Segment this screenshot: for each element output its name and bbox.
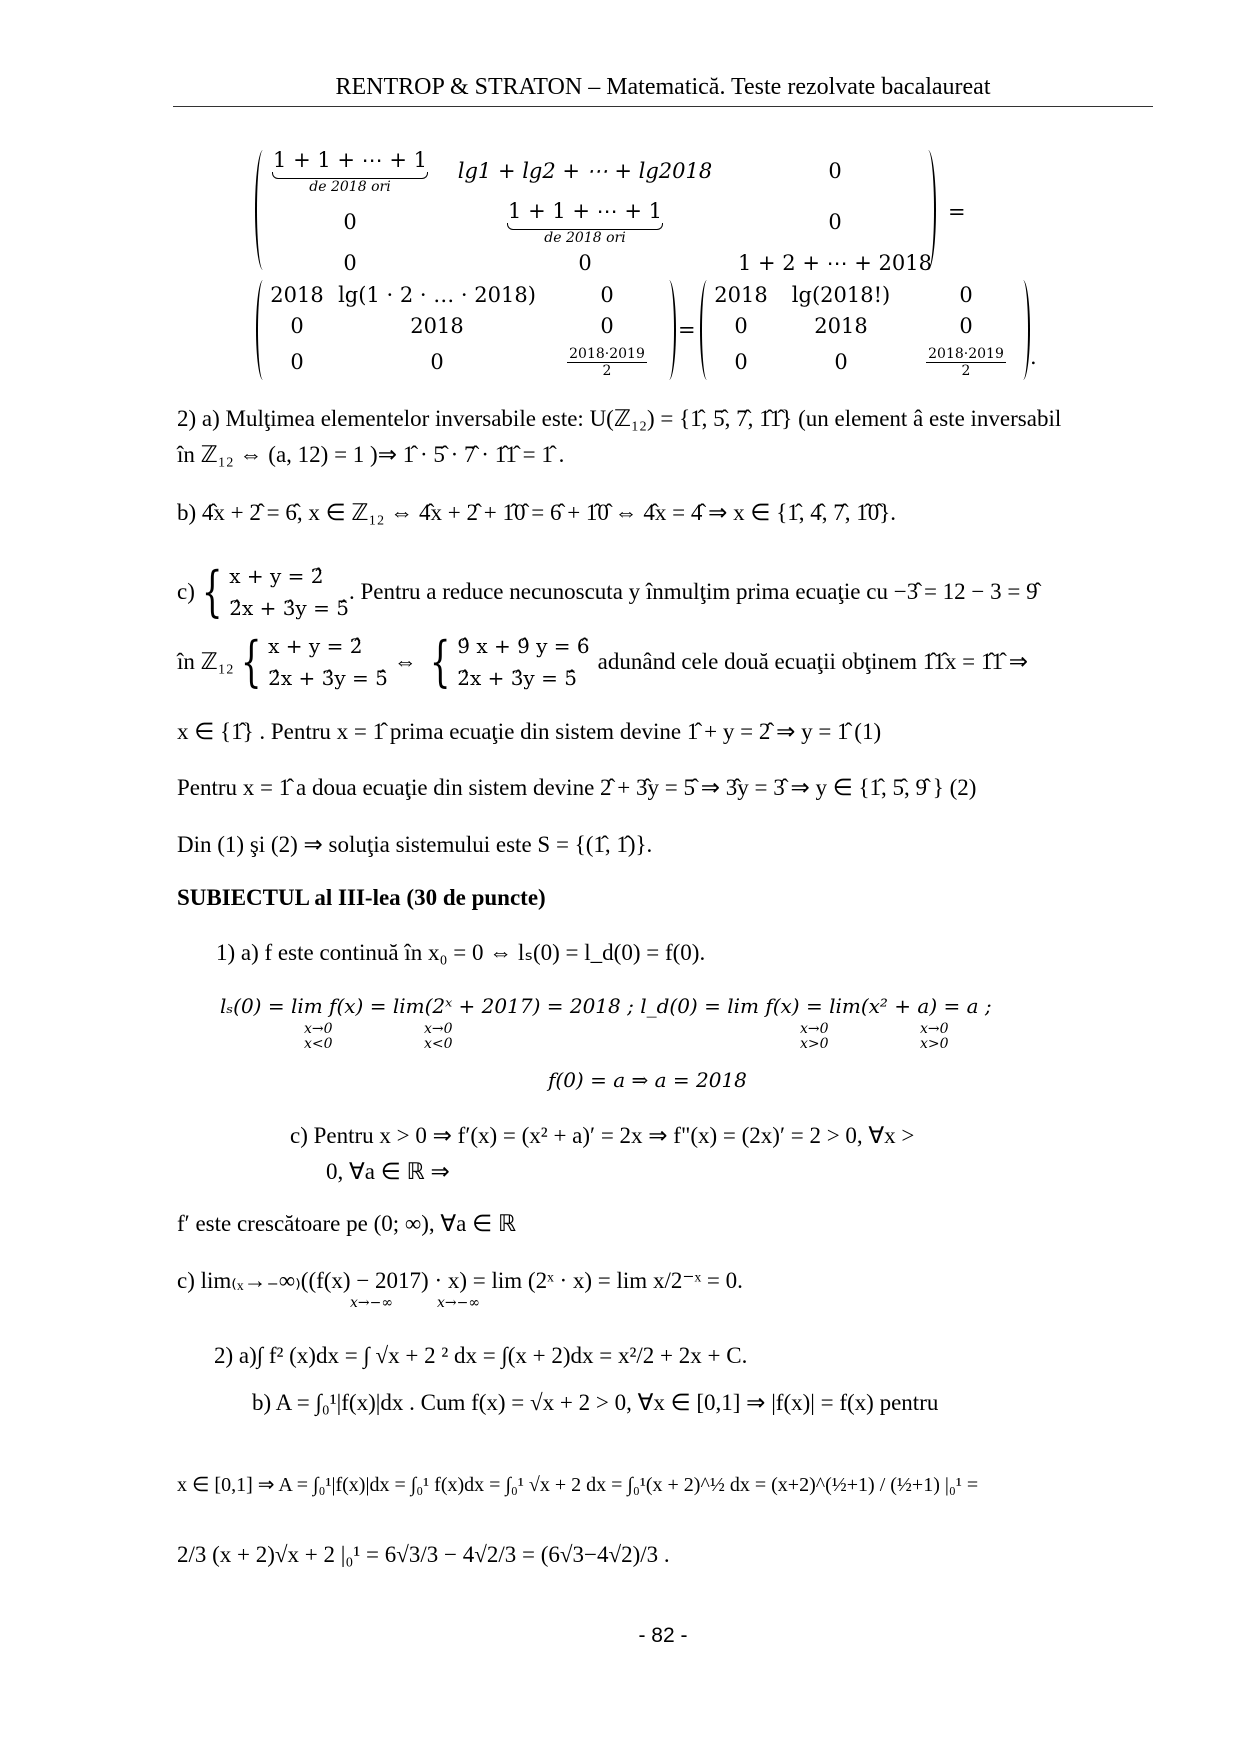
limit-subscript — [800, 1022, 829, 1052]
sub: x<0 — [424, 1036, 453, 1052]
text-line: c) Pentru x > 0 ⇒ f′(x) = (x² + a)′ = 2x ⇒ f"(x) = (2x)′ = 2 > 0, ∀x > — [290, 1123, 915, 1148]
equation: 2̂x + 3̂y = 5̂ — [229, 596, 349, 620]
math-line: f(0) = a ⇒ a = 2018 — [548, 1068, 747, 1092]
matrix2-cell: 0 — [290, 314, 304, 338]
matrix1-cell: 0 — [578, 251, 592, 275]
fraction — [567, 346, 647, 379]
limit-subscript: x→−∞ — [350, 1295, 394, 1311]
equation: x + y = 2̂ — [268, 634, 363, 658]
equation-system — [195, 560, 349, 624]
text-line: 2) a)∫ f² (x)dx = ∫ √x + 2 ² dx = ∫(x + 2)dx = x²/2 + 2x + C. — [214, 1343, 748, 1368]
text-line: 0, ∀a ∈ ℝ ⇒ — [326, 1159, 450, 1184]
matrix3-cell: 0 — [834, 350, 848, 374]
matrix3-cell: 0 — [959, 283, 973, 307]
text-line: b) A = ∫₀¹|f(x)|dx . Cum f(x) = √x + 2 > 0, ∀x ∈ [0,1] ⇒ |f(x)| = f(x) pentru — [252, 1390, 939, 1415]
matrix2-cell: 0 — [430, 350, 444, 374]
matrix3-cell: 2018 — [714, 283, 768, 307]
underbrace — [272, 172, 428, 179]
text: adunând cele două ecuaţii obţinem 1̂1̂x = 1̂1̂ ⇒ — [597, 649, 1029, 674]
equation-system — [423, 630, 590, 694]
matrix2-cell: 0 — [600, 283, 614, 307]
matrix3-right-paren — [1016, 280, 1030, 380]
equation: 2̂x + 3̂y = 5̂ — [268, 666, 388, 690]
limit-subscript — [304, 1022, 333, 1052]
sub: x>0 — [800, 1036, 829, 1052]
text-line: 1) a) f este continuă în x₀ = 0 ⇔ lₛ(0) = l_d(0) = f(0). — [216, 940, 706, 965]
matrix2-cell: 0 — [290, 350, 304, 374]
text-line: în ℤ₁₂ ⇔ (a, 12) = 1 )⇒ 1̂ · 5̂ · 7̂ · 1̂1̂ = 1̂ . — [177, 442, 565, 467]
running-header: RENTROP & STRATON – Matematică. Teste rezolvate bacalaureat — [335, 74, 991, 100]
system-line-z12 — [177, 630, 1028, 694]
matrix1-cell: 0 — [343, 210, 357, 234]
matrix1-cell: 0 — [828, 159, 842, 183]
matrix1-right-paren — [920, 150, 936, 270]
cell: 1 + 1 + ⋯ + 1 — [273, 147, 427, 172]
matrix1-cell-sum — [508, 199, 662, 246]
sub: x→0 — [304, 1021, 333, 1037]
matrix1-cell-sum — [273, 148, 427, 195]
left-brace: { — [240, 630, 262, 693]
matrix3-cell: 0 — [734, 350, 748, 374]
matrix1-cell: 1 + 2 + ⋯ + 2018 — [737, 251, 932, 275]
text-line: x ∈ {1̂} . Pentru x = 1̂ prima ecuaţie din sistem devine 1̂ + y = 2̂ ⇒ y = 1̂ (1) — [177, 719, 882, 744]
limit-subscript: x→−∞ — [437, 1295, 481, 1311]
limit-subscript — [424, 1022, 453, 1052]
iff-symbol: ⇔ — [393, 649, 417, 674]
matrix2-cell: 2018 — [270, 283, 324, 307]
numerator: 2018·2019 — [569, 345, 645, 362]
matrix2-cell: lg(1 · 2 · … · 2018) — [338, 283, 536, 307]
text-line: Pentru x = 1̂ a doua ecuaţie din sistem devine 2̂ + 3̂y = 5̂ ⇒ 3̂y = 3̂ ⇒ y ∈ {1̂, 5̂, 9̂ } (2) — [177, 775, 977, 800]
system-rows — [268, 630, 388, 694]
denominator: 2 — [602, 362, 612, 379]
period: . — [1030, 345, 1037, 369]
matrix2-cell: 2018 — [410, 314, 464, 338]
text-line: 2) a) Mulţimea elementelor inversabile este: U(ℤ₁₂) = {1̂, 5̂, 7̂, 1̂1̂} (un element â este inversabil — [177, 406, 1062, 431]
text-line: 2/3 (x + 2)√x + 2 |₀¹ = 6√3/3 − 4√2/3 = (6√3−4√2)/3 . — [177, 1542, 670, 1567]
matrix1 — [265, 146, 935, 278]
matrix3-cell: 0 — [959, 314, 973, 338]
matrix1-cell: 0 — [828, 210, 842, 234]
limit-subscript — [920, 1022, 949, 1052]
text-line: Din (1) şi (2) ⇒ soluţia sistemului este S = {(1̂, 1̂)}. — [177, 832, 653, 857]
text: . Pentru a reduce necunoscuta y înmulţim prima ecuaţie cu −3̂ = 12 − 3 = 9̂ — [348, 579, 1038, 604]
text-line: b) 4̂x + 2̂ = 6̂, x ∈ ℤ₁₂ ⇔ 4̂x + 2̂ + 1̂0̂ = 6̂ + 1̂0̂ ⇔ 4̂x = 4̂ ⇒ x ∈ {1̂, 4̂, 7̂, 1̂0̂}. — [177, 500, 897, 525]
matrix2 — [262, 280, 672, 382]
sub: x>0 — [920, 1036, 949, 1052]
matrix3-cell: 0 — [734, 314, 748, 338]
matrix3-cell: lg(2018!) — [791, 283, 891, 307]
brace-label: de 2018 ori — [309, 178, 391, 195]
matrix2-cell: 0 — [600, 314, 614, 338]
label: c) — [177, 579, 195, 604]
text-line: c) lim₍ₓ→₋∞₎((f(x) − 2017) · x) = lim (2ˣ · x) = lim x/2⁻ˣ = 0. — [177, 1268, 743, 1293]
system-rows — [229, 560, 349, 624]
numerator: 2018·2019 — [928, 345, 1004, 362]
equation-system — [234, 630, 388, 694]
system-rows — [457, 630, 589, 694]
equation: 9̂ x + 9̂ y = 6̂ — [457, 634, 590, 658]
section-heading: SUBIECTUL al III-lea (30 de puncte) — [177, 885, 546, 910]
denominator: 2 — [961, 362, 971, 379]
equals-sign: = — [948, 200, 966, 224]
matrix3-cell: 2018 — [814, 314, 868, 338]
sub: x→0 — [800, 1021, 829, 1037]
sub: x→0 — [920, 1021, 949, 1037]
text: în ℤ₁₂ — [177, 649, 234, 674]
text-line: x ∈ [0,1] ⇒ A = ∫₀¹|f(x)|dx = ∫₀¹ f(x)dx = ∫₀¹ √x + 2 dx = ∫₀¹(x + 2)^½ dx = (x+2)^(½+1) / (½+1) |₀¹ = — [177, 1474, 979, 1496]
equation: 2̂x + 3̂y = 5̂ — [457, 666, 577, 690]
matrix3 — [706, 280, 1026, 382]
matrix1-cell: lg1 + lg2 + ⋯ + lg2018 — [457, 159, 713, 183]
left-brace: { — [429, 630, 451, 693]
equation: x + y = 2̂ — [229, 564, 324, 588]
math-line: lₛ(0) = lim f(x) = lim(2ˣ + 2017) = 2018 ; l_d(0) = lim f(x) = lim(x² + a) = a ; — [220, 994, 992, 1018]
system-line-c — [177, 560, 1038, 624]
left-brace: { — [201, 560, 223, 623]
fraction — [926, 346, 1006, 379]
underbrace — [507, 223, 663, 230]
equals-sign: = — [678, 318, 696, 342]
header-rule — [173, 106, 1153, 107]
page-number: - 82 - — [638, 1624, 688, 1647]
brace-label: de 2018 ori — [544, 229, 626, 246]
text-line: f′ este crescătoare pe (0; ∞), ∀a ∈ ℝ — [177, 1211, 517, 1236]
sub: x→0 — [424, 1021, 453, 1037]
cell: 1 + 1 + ⋯ + 1 — [508, 198, 662, 223]
matrix1-cell: 0 — [343, 251, 357, 275]
sub: x<0 — [304, 1036, 333, 1052]
matrix2-right-paren — [662, 280, 676, 380]
